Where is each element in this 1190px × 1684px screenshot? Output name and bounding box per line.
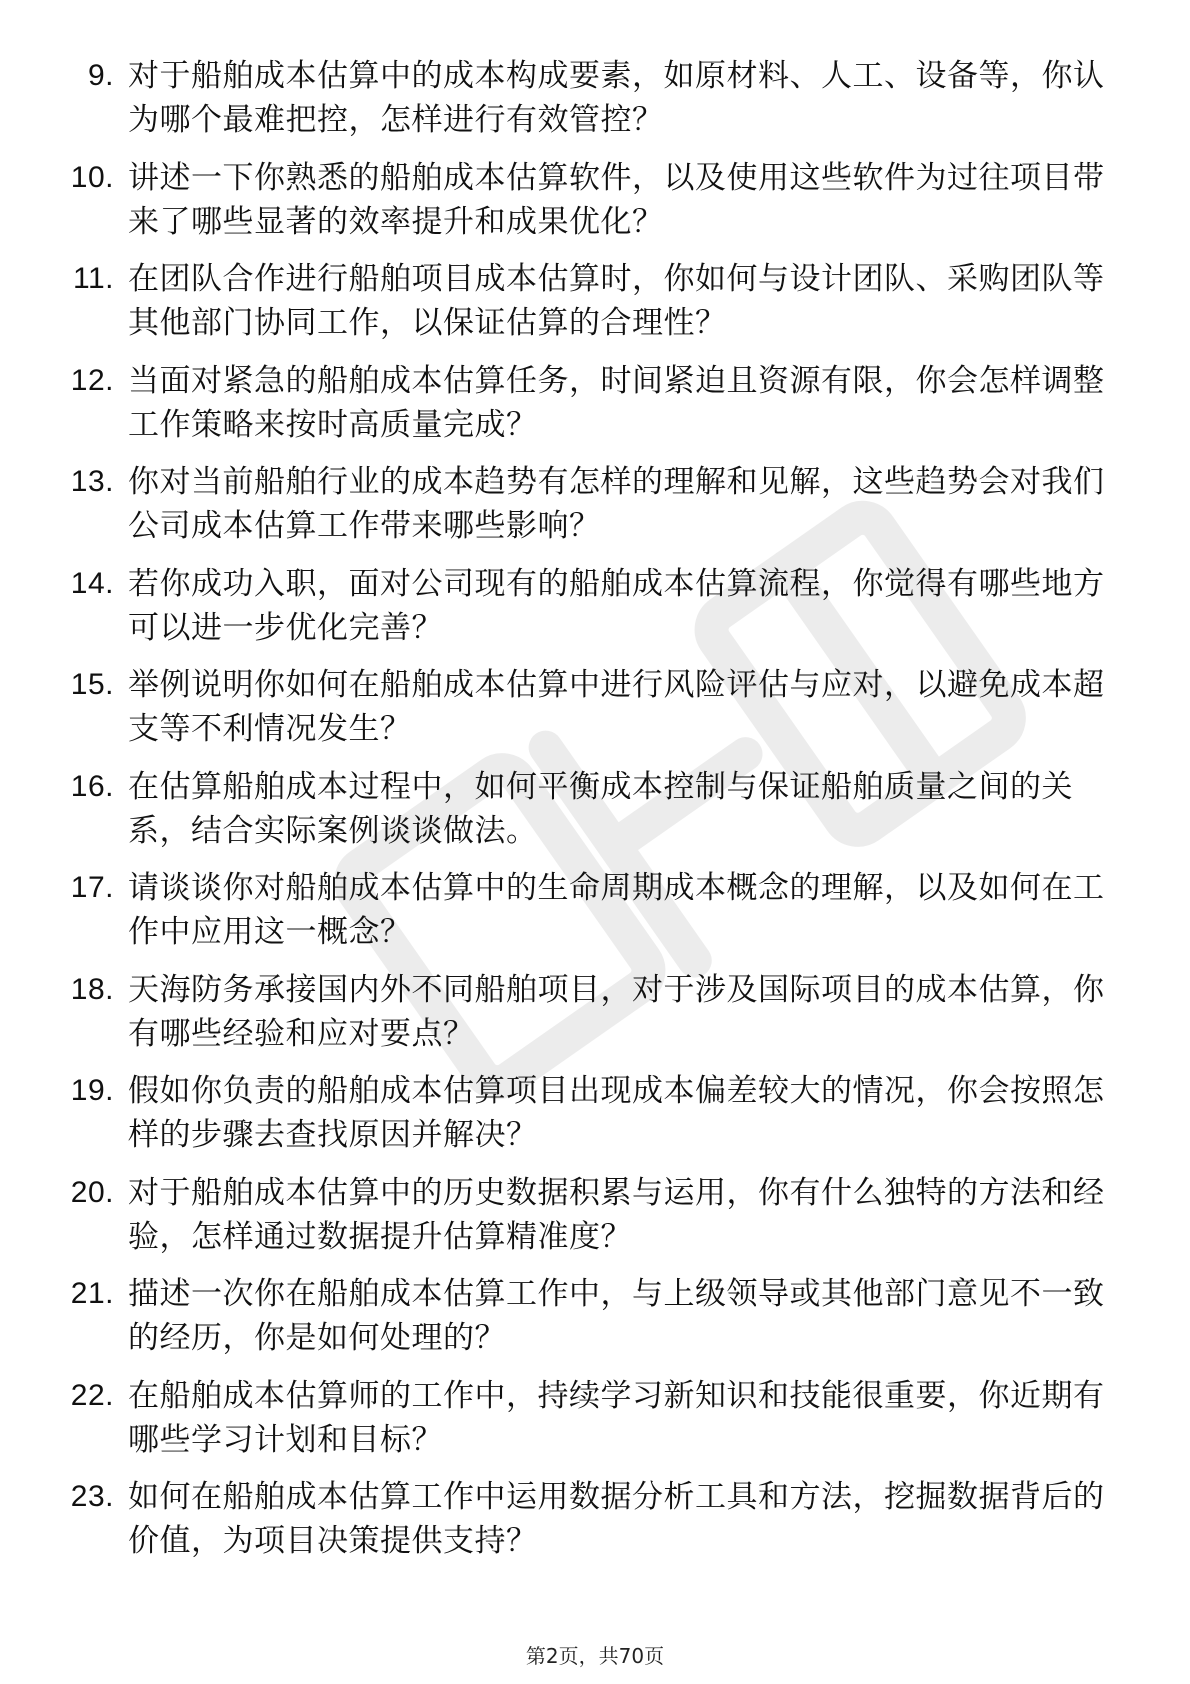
question-item bbox=[60, 1272, 1120, 1360]
question-number: 10. bbox=[70, 160, 114, 194]
question-number: 9. bbox=[87, 59, 114, 92]
question-item bbox=[60, 54, 1120, 142]
question-item bbox=[60, 1475, 1120, 1563]
question-text: 请谈谈你对船舶成本估算中的生命周期成本概念的理解，以及如何在工作中应用这一概念？ bbox=[128, 870, 1105, 950]
question-text: 若你成功入职，面对公司现有的船舶成本估算流程，你觉得有哪些地方可以进一步优化完善？ bbox=[128, 565, 1105, 646]
question-text: 你对当前船舶行业的成本趋势有怎样的理解和见解，这些趋势会对我们公司成本估算工作带来哪些影响？ bbox=[128, 464, 1105, 544]
question-number: 22. bbox=[70, 1378, 114, 1412]
question-number: 13. bbox=[70, 465, 114, 498]
question-item bbox=[60, 968, 1120, 1056]
question-number: 17. bbox=[70, 871, 114, 904]
question-number: 12. bbox=[70, 363, 114, 397]
question-text: 在船舶成本估算师的工作中，持续学习新知识和技能很重要，你近期有哪些学习计划和目标？ bbox=[128, 1377, 1105, 1458]
question-number: 11. bbox=[73, 262, 114, 295]
question-number: 21. bbox=[70, 1277, 114, 1310]
question-number: 18. bbox=[70, 972, 114, 1006]
question-text: 描述一次你在船舶成本估算工作中，与上级领导或其他部门意见不一致的经历，你是如何处理的？ bbox=[128, 1276, 1105, 1356]
question-text: 对于船舶成本估算中的历史数据积累与运用，你有什么独特的方法和经验，怎样通过数据提升估算精准度？ bbox=[128, 1174, 1105, 1255]
question-text: 当面对紧急的船舶成本估算任务，时间紧迫且资源有限，你会怎样调整工作策略来按时高质量完成？ bbox=[128, 362, 1105, 443]
question-text: 天海防务承接国内外不同船舶项目，对于涉及国际项目的成本估算，你有哪些经验和应对要点？ bbox=[128, 971, 1105, 1052]
question-item bbox=[60, 156, 1120, 244]
question-text: 假如你负责的船舶成本估算项目出现成本偏差较大的情况，你会按照怎样的步骤去查找原因并解决？ bbox=[128, 1073, 1105, 1153]
question-item bbox=[60, 257, 1120, 345]
question-number: 20. bbox=[70, 1175, 114, 1209]
question-text: 在估算船舶成本过程中，如何平衡成本控制与保证船舶质量之间的关系，结合实际案例谈谈做法。 bbox=[128, 768, 1073, 849]
question-item bbox=[60, 562, 1120, 650]
question-number: 19. bbox=[70, 1074, 114, 1107]
question-item bbox=[60, 1171, 1120, 1259]
question-item bbox=[60, 1069, 1120, 1157]
question-text: 对于船舶成本估算中的成本构成要素，如原材料、人工、设备等，你认为哪个最难把控，怎样进行有效管控？ bbox=[128, 58, 1105, 138]
page-footer: 第2页，共70页 bbox=[525, 1644, 665, 1668]
question-number: 14. bbox=[70, 566, 114, 600]
question-text: 在团队合作进行船舶项目成本估算时，你如何与设计团队、采购团队等其他部门协同工作，以保证估算的合理性？ bbox=[128, 261, 1105, 341]
question-item bbox=[60, 765, 1120, 853]
question-item bbox=[60, 663, 1120, 751]
question-text: 举例说明你如何在船舶成本估算中进行风险评估与应对，以避免成本超支等不利情况发生？ bbox=[128, 667, 1105, 747]
question-list bbox=[60, 54, 1120, 1577]
question-number: 15. bbox=[70, 668, 114, 701]
question-item bbox=[60, 866, 1120, 954]
question-text: 如何在船舶成本估算工作中运用数据分析工具和方法，挖掘数据背后的价值，为项目决策提供支持？ bbox=[128, 1479, 1105, 1559]
question-item bbox=[60, 1374, 1120, 1462]
question-number: 23. bbox=[70, 1480, 114, 1513]
question-number: 16. bbox=[70, 769, 114, 803]
question-text: 讲述一下你熟悉的船舶成本估算软件，以及使用这些软件为过往项目带来了哪些显著的效率提升和成果优化？ bbox=[128, 159, 1105, 240]
question-item bbox=[60, 460, 1120, 548]
question-item bbox=[60, 359, 1120, 447]
